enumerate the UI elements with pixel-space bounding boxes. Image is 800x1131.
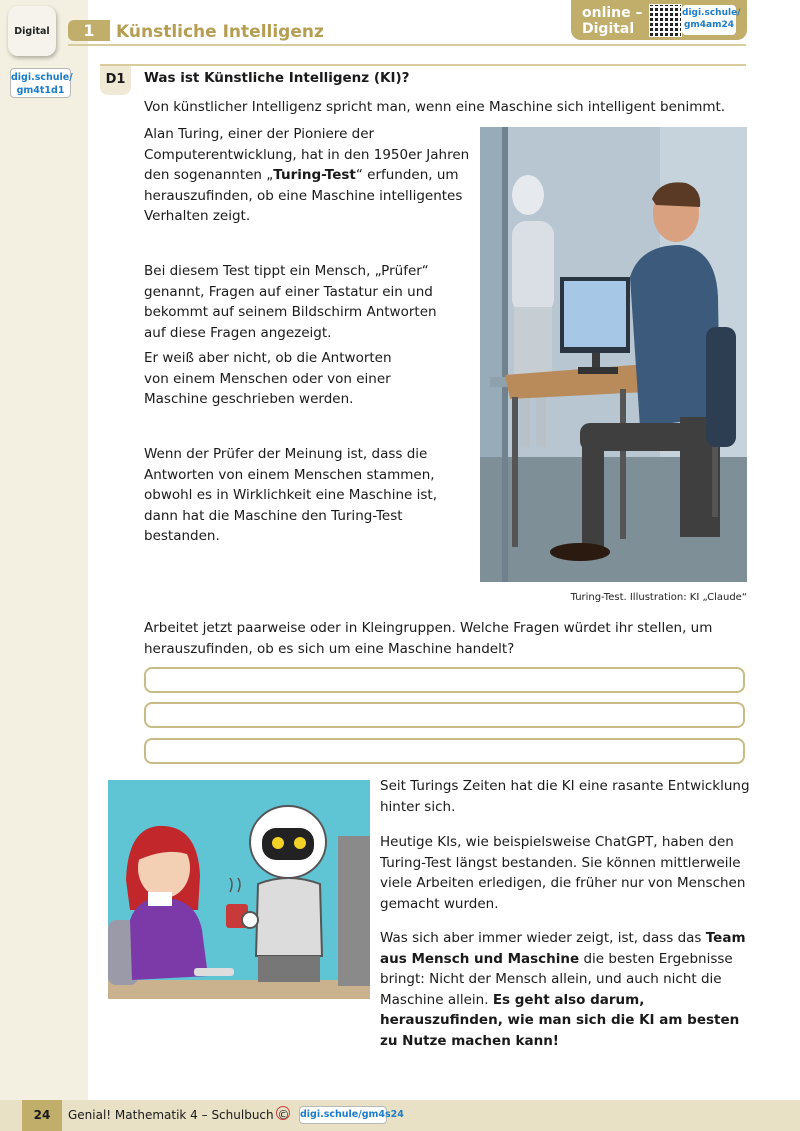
team-term: Team aus Mensch und Maschine	[380, 930, 746, 967]
turing-test-term: Turing-Test	[273, 167, 356, 183]
page-number: 24	[22, 1100, 62, 1131]
header-divider	[68, 44, 746, 46]
footer-digi-link[interactable]: digi.schule/gm4s24	[299, 1106, 387, 1124]
margin-column	[0, 0, 88, 1100]
group-question: Arbeitet jetzt paarweise oder in Kleingruppen. Welche Fragen würdet ihr stellen, um herauszufinden, ob es sich um eine Maschine handelt?	[144, 620, 713, 657]
task-divider	[100, 64, 746, 66]
answer-field-3[interactable]	[144, 738, 745, 764]
answer-field-1[interactable]	[144, 667, 745, 693]
chapter-title: Künstliche Intelligenz	[116, 22, 324, 42]
intro-paragraph: Von künstlicher Intelligenz spricht man, wenn eine Maschine sich intelligent benimmt.	[144, 99, 726, 115]
chapter-number: 1	[68, 20, 110, 41]
book-title: Genial! Mathematik 4 – Schulbuch ©	[68, 1108, 290, 1122]
human-robot-cartoon	[108, 780, 370, 999]
team-conclusion: Es geht also darum, herauszufinden, wie man sich die KI am besten zu Nutze machen kann!	[380, 991, 740, 1049]
sidebar-digi-link[interactable]	[10, 68, 71, 98]
passing-paragraph: Wenn der Prüfer der Meinung ist, dass die Antworten von einem Menschen stammen, obwohl es in Wirklichkeit eine Maschine ist, dann hat die Maschine den Turing-Test bestanden.	[144, 446, 437, 544]
qr-code-icon[interactable]	[649, 4, 682, 37]
online-label-line2: Digital	[582, 21, 635, 37]
sidebar-link-line1: digi.schule/	[11, 72, 73, 83]
online-digital-link[interactable]	[682, 5, 741, 35]
team-text-b: die besten Ergebnisse bringt: Nicht der Mensch allein, und auch nicht die Maschine allein.	[380, 950, 733, 1008]
chatgpt-paragraph: Heutige KIs, wie beispielsweise ChatGPT, haben den Turing-Test längst bestanden. Sie können mittlerweile viele Arbeiten erledigen, die früher nur von Menschen gemacht wurden.	[380, 834, 746, 912]
digital-tab-label: Digital	[14, 25, 50, 37]
team-paragraph	[380, 928, 750, 1051]
illustration-caption: Turing-Test. Illustration: KI „Claude“	[570, 592, 747, 603]
turing-text-a: Alan Turing, einer der Pioniere der Computerentwicklung, hat in den 1950er Jahren den sogenannten „	[144, 126, 470, 183]
team-text-a: Was sich aber immer wieder zeigt, ist, dass das	[380, 930, 706, 946]
publisher-logo-icon	[276, 1106, 290, 1120]
digital-tab[interactable]	[8, 6, 56, 56]
turing-test-drawing	[480, 127, 747, 582]
online-link-line1: digi.schule/	[682, 8, 741, 18]
human-robot-drawing	[108, 780, 370, 999]
uncertainty-paragraph: Er weiß aber nicht, ob die Antworten von einem Menschen oder von einer Maschine geschrieben werden.	[144, 350, 392, 407]
sidebar-link-line2: gm4t1d1	[16, 85, 65, 96]
online-digital-label	[582, 5, 643, 37]
development-paragraph: Seit Turings Zeiten hat die KI eine rasante Entwicklung hinter sich.	[380, 778, 750, 815]
answer-field-2[interactable]	[144, 702, 745, 728]
online-label-line1: online –	[582, 5, 643, 21]
turing-text-b: “ erfunden, um herauszufinden, ob eine Maschine intelligentes Verhalten zeigt.	[144, 167, 463, 224]
online-link-line2: gm4am24	[683, 20, 735, 30]
task-title: Was ist Künstliche Intelligenz (KI)?	[144, 70, 410, 86]
turing-paragraph	[144, 124, 470, 227]
task-label: D1	[100, 66, 131, 95]
test-description-paragraph: Bei diesem Test tippt ein Mensch, „Prüfer“ genannt, Fragen auf einer Tastatur ein und bekommt auf seinem Bildschirm Antworten auf diese Fragen angezeigt.	[144, 263, 437, 341]
turing-test-illustration	[480, 127, 747, 582]
